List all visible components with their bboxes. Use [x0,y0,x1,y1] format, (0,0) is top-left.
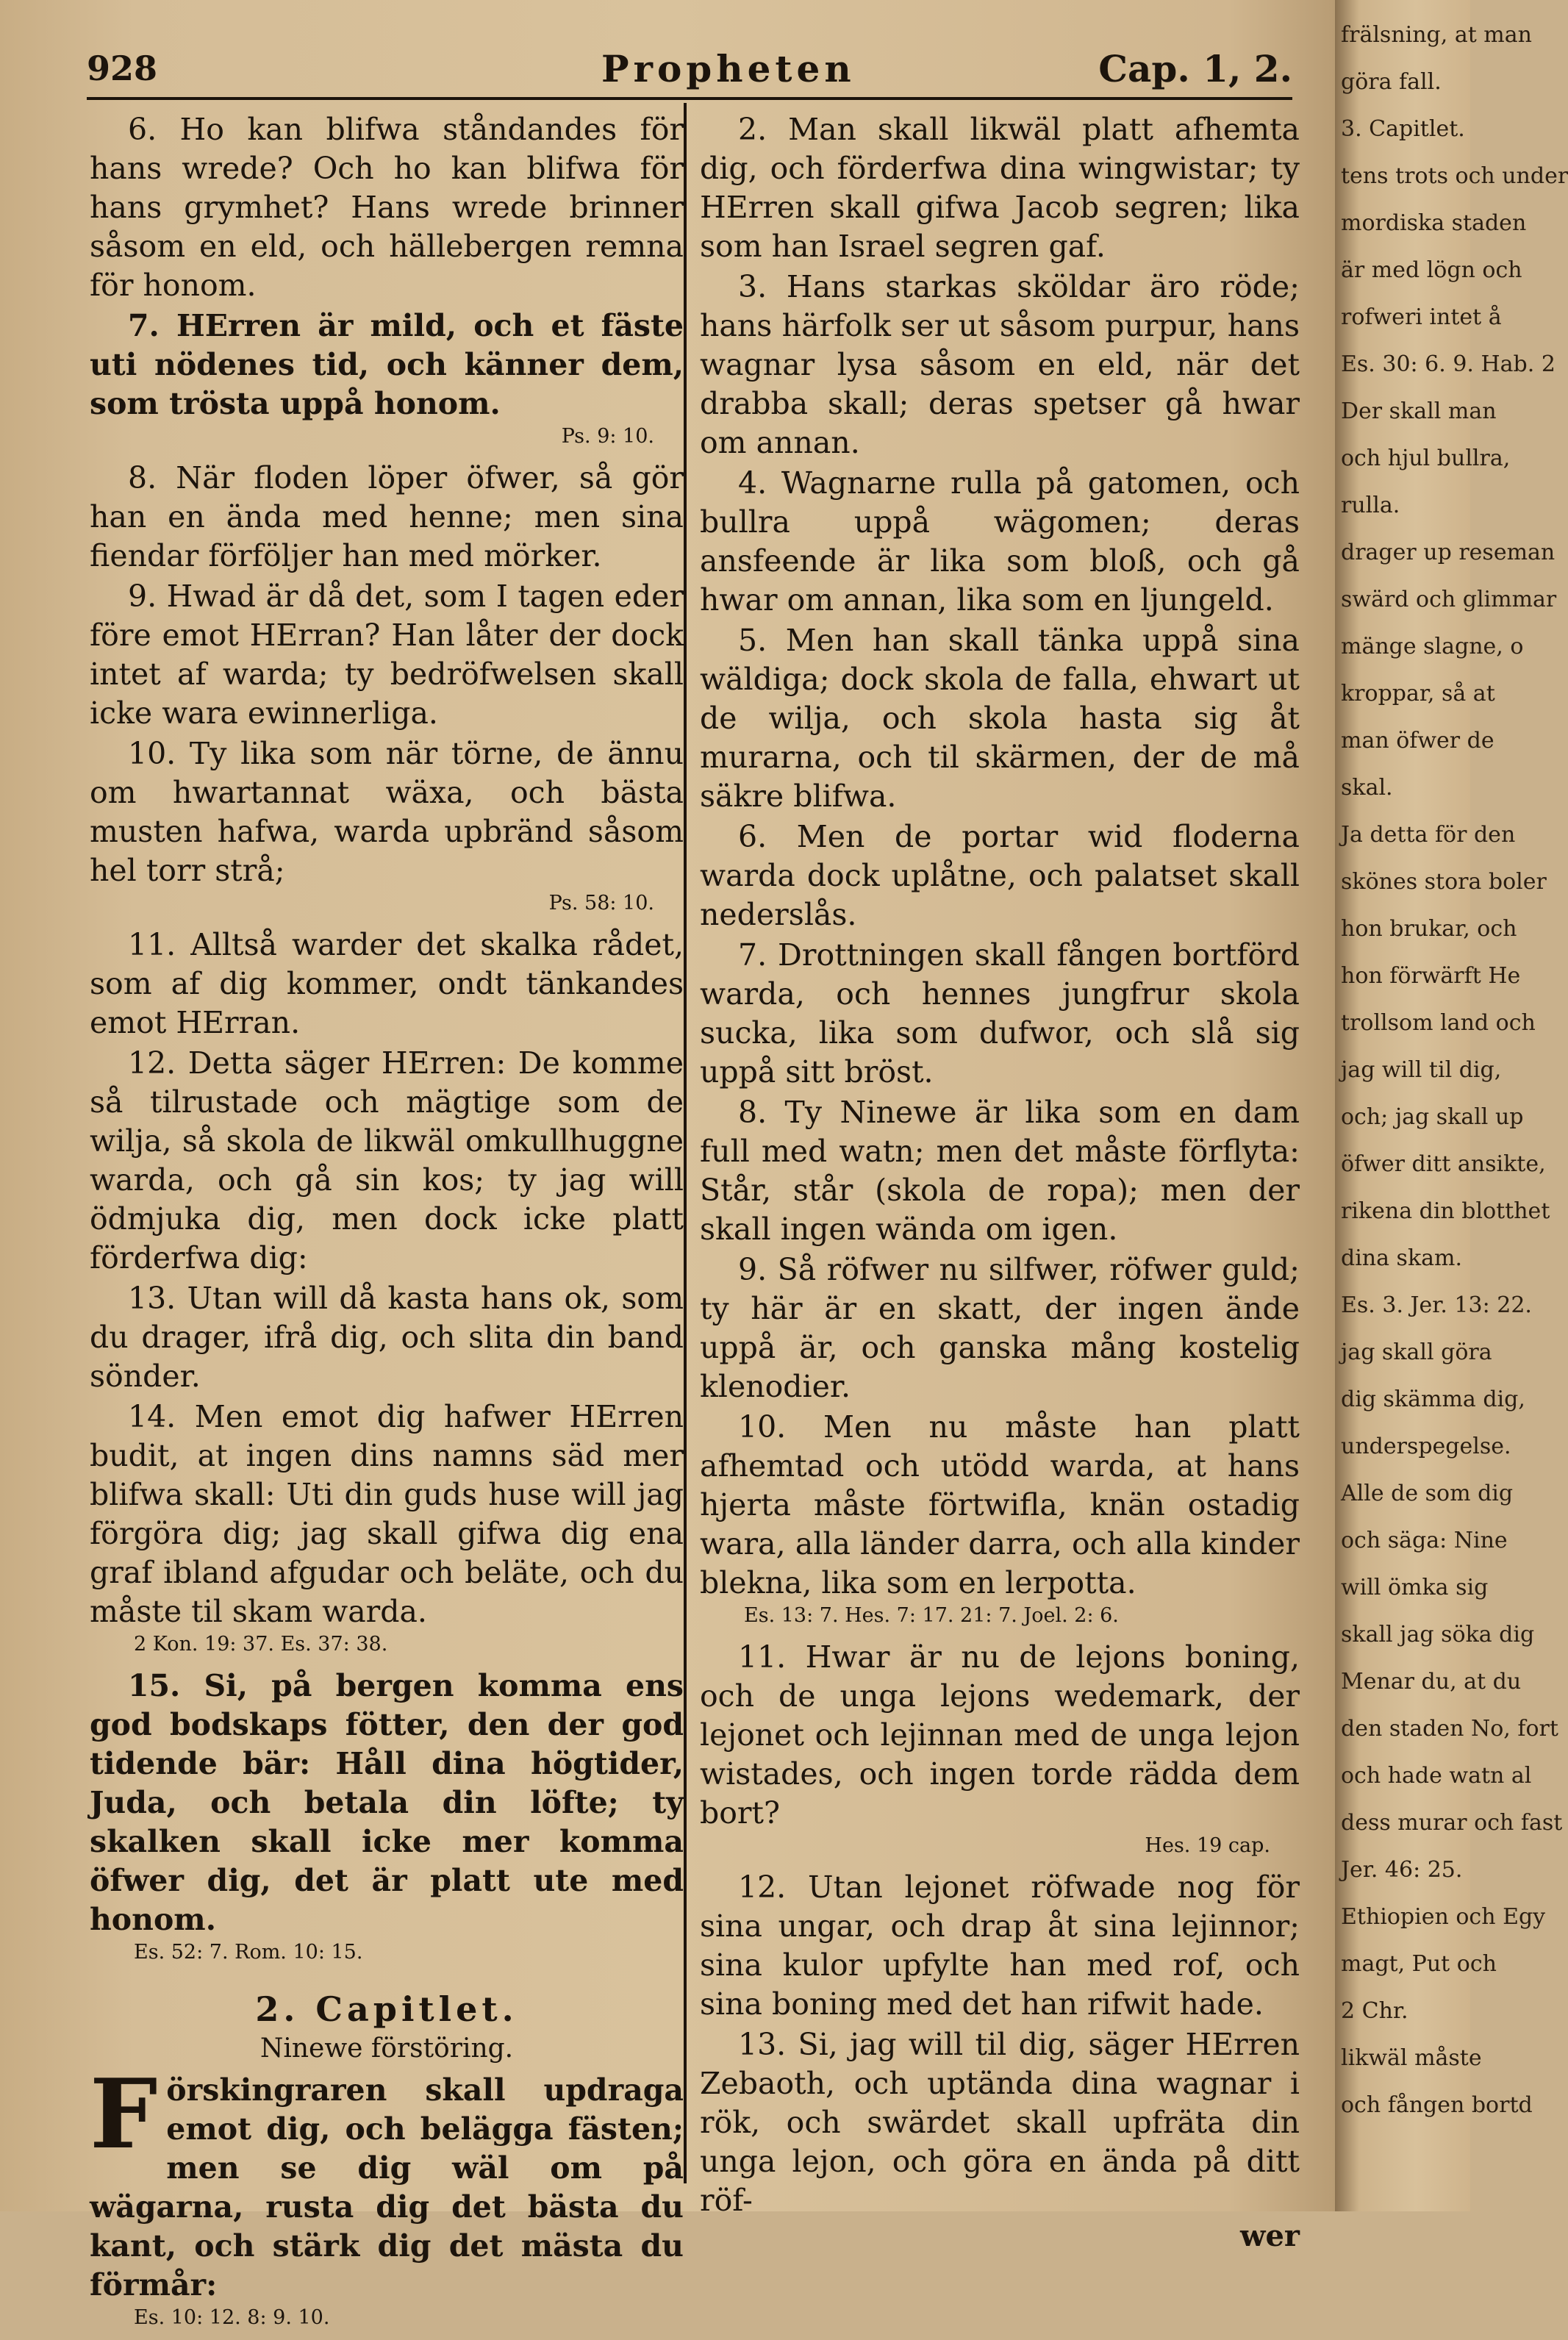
verse: 9. Hwad är då det, som I tagen eder före emot HErran? Han låter der dock intet af warda; ty bedröfwelsen skall icke wara ewinnerliga. [90,579,684,731]
adjacent-page-line: öfwer ditt ansikte, [1341,1151,1546,1177]
adjacent-page-line: Ethiopien och Egy [1341,1904,1546,1930]
verse: 15. Si, på bergen komma ens god bodskaps fötter, den der god tidende bär: Håll dina högtider, Juda, och betala din löfte; ty skalken skall icke mer komma öfwer dig, det är platt ute med honom. [90,1668,684,1937]
adjacent-page-line: mänge slagne, o [1341,634,1524,659]
verse [90,2058,684,2305]
cross-reference: Es. 13: 7. Hes. 7: 17. 21: 7. Joel. 2: 6. [744,1604,1119,1627]
adjacent-page-strip [1335,0,1568,2211]
adjacent-page-line: göra fall. [1341,69,1442,95]
verse: 5. Men han skall tänka uppå sina wäldiga; dock skola de falla, ehwart ut de wilja, och skola hasta sig åt murarna, och til skärmen, der de må säkre blifwa. [700,623,1300,814]
verse: 7. Drottningen skall fången bortförd warda, och hennes jungfrur skola sucka, lika som dufwor, och slå sig uppå sitt bröst. [700,937,1300,1090]
adjacent-page-line: skall jag söka dig [1341,1622,1535,1647]
adjacent-page-line: jag will til dig, [1341,1057,1502,1083]
adjacent-page-line: tens trots och under [1341,163,1568,189]
chapter-reference: Cap. 1, 2. [1098,47,1292,90]
chapter-summary: Ninewe förstöring. [259,2033,514,2064]
adjacent-page-line: jag skall göra [1341,1339,1492,1365]
adjacent-page-line: den staden No, fort [1341,1716,1558,1742]
page-header [87,43,1292,94]
cross-reference: Ps. 9: 10. [561,425,654,448]
adjacent-page-line: Alle de som dig [1341,1481,1514,1506]
adjacent-page-line: swärd och glimmar [1341,587,1557,612]
adjacent-page-line: och; jag skall up [1341,1104,1524,1130]
verse: 6. Men de portar wid floderna warda dock uplåtne, och palatset skall nederslås. [700,819,1300,932]
verse: 14. Men emot dig hafwer HErren budit, at ingen dins namns säd mer blifwa skall: Uti din guds huse will jag förgöra dig; jag skall gifwa dig ena graf ibland afgudar och beläte, och du måste til skam warda. [90,1399,684,1629]
adjacent-page-line: skönes stora boler [1341,869,1547,895]
verse: 8. Ty Ninewe är lika som en dam full med watn; men det måste förflyta: Står, står (skola de ropa); men der skall ingen wända om igen. [700,1095,1300,1247]
drop-cap: F [90,2058,158,2170]
verse-text: örskingraren skall updraga emot dig, och belägga fästen; men se dig wäl om på wägarna, rusta dig det bästa du kant, och stärk dig det mästa du förmår: [90,2072,684,2303]
adjacent-page-line: Jer. 46: 25. [1341,1857,1463,1883]
adjacent-page-line: och säga: Nine [1341,1528,1508,1553]
adjacent-page-line: skal. [1341,775,1393,801]
cross-reference: Es. 52: 7. Rom. 10: 15. [134,1941,363,1964]
adjacent-page-line: Es. 30: 6. 9. Hab. 2 [1341,351,1556,377]
adjacent-page-line: Es. 3. Jer. 13: 22. [1341,1292,1532,1318]
adjacent-page-line: magt, Put och [1341,1951,1497,1977]
chapter-heading: 2. Capitlet. [255,1989,518,2029]
adjacent-page-line: mordiska staden [1341,210,1527,236]
verse: 12. Utan lejonet röfwade nog för sina ungar, och drap åt sina lejinnor; sina kulor upfylte han med rof, och sina boning med det han rifwit hade. [700,1870,1300,2022]
adjacent-page-line: Menar du, at du [1341,1669,1522,1695]
adjacent-page-line: Der skall man [1341,398,1497,424]
adjacent-page-line: underspegelse. [1341,1434,1511,1459]
verse: 13. Si, jag will til dig, säger HErren Zebaoth, och uptända dina wagnar i rök, och swärdet skall upfräta din unga lejon, och göra en ända på ditt röf- [700,2027,1300,2218]
adjacent-page-line: hon förwärft He [1341,963,1521,989]
adjacent-page-line: rulla. [1341,493,1400,518]
verse: 9. Så röfwer nu silfwer, röfwer guld; ty här är en skatt, der ingen ände uppå är, och ganska mång kostelig klenodier. [700,1252,1300,1404]
verse: 12. Detta säger HErren: De komme så tilrustade och mägtige som de wilja, så skola de likwäl omkullhuggne warda, och gå sin kos; ty jag will ödmjuka dig, men dock icke platt förderfwa dig: [90,1045,684,1275]
cross-reference: 2 Kon. 19: 37. Es. 37: 38. [134,1633,388,1656]
adjacent-page-line: är med lögn och [1341,257,1522,283]
adjacent-page-line: drager up reseman [1341,540,1556,565]
adjacent-page-line: dina skam. [1341,1245,1462,1271]
adjacent-page-line: dig skämma dig, [1341,1387,1525,1412]
adjacent-page-line: dess murar och fast [1341,1810,1563,1836]
adjacent-page-line: och hade watn al [1341,1763,1532,1789]
adjacent-page-line: rofweri intet å [1341,304,1502,330]
page-number: 928 [87,49,158,88]
adjacent-page-line: man öfwer de [1341,728,1494,754]
adjacent-page-line: och hjul bullra, [1341,446,1511,471]
verse: 11. Hwar är nu de lejons boning, och de unga lejons wedemark, der lejonet och lejinnan med de unga lejon wistades, och ingen torde rädda dem bort? [700,1639,1300,1831]
verse: 6. Ho kan blifwa ståndandes för hans wrede? Och ho kan blifwa för hans grymhet? Hans wrede brinner såsom en eld, och hällebergen remna för honom. [90,112,684,303]
verse: 10. Men nu måste han platt afhemtad och utödd warda, at hans hjerta måste förtwifla, knän ostadig wara, alla länder darra, och alla kinder blekna, lika som en lerpotta. [700,1409,1300,1600]
catchword: wer [1240,2219,1300,2253]
adjacent-page-line: 2 Chr. [1341,1998,1408,2024]
verse: 13. Utan will då kasta hans ok, som du drager, ifrå dig, och slita din band sönder. [90,1281,684,1394]
verse: 8. När floden löper öfwer, så gör han en ända med henne; men sina fiendar förföljer han med mörker. [90,460,684,573]
cross-reference: Hes. 19 cap. [1145,1834,1270,1857]
verse: 4. Wagnarne rulla på gatomen, och bullra uppå wägomen; deras ansfeende är lika som bloß, och gå hwar om annan, lika som en ljungeld. [700,465,1300,618]
adjacent-page-line: och fången bortd [1341,2092,1533,2118]
left-column [90,110,684,2340]
adjacent-page-line: will ömka sig [1341,1575,1489,1600]
column-divider [684,103,687,2183]
verse: 7. HErren är mild, och et fäste uti nödenes tid, och känner dem, som trösta uppå honom. [90,308,684,421]
cross-reference: Ps. 58: 10. [548,892,654,915]
adjacent-page-line: trollsom land och [1341,1010,1536,1036]
right-column [700,110,1300,2251]
verse: 2. Man skall likwäl platt afhemta dig, och förderfwa dina wingwistar; ty HErren skall gifwa Jacob segren; lika som han Israel segren gaf. [700,112,1300,264]
adjacent-page-line: 3. Capitlet. [1341,116,1465,142]
adjacent-page-line: Ja detta för den [1341,822,1516,848]
adjacent-page-line: hon brukar, och [1341,916,1517,942]
verse: 10. Ty lika som när törne, de ännu om hwartannat wäxa, och bästa musten hafwa, warda upbränd såsom hel torr strå; [90,736,684,888]
adjacent-page-line: likwäl måste [1341,2045,1482,2071]
verse: 3. Hans starkas sköldar äro röde; hans härfolk ser ut såsom purpur, hans wagnar lysa såsom en eld, när det drabba skall; deras spetser gå hwar om annan. [700,269,1300,460]
adjacent-page-line: frälsning, at man [1341,22,1532,48]
cross-reference: Es. 10: 12. 8: 9. 10. [134,2306,330,2329]
adjacent-page-line: rikena din blotthet [1341,1198,1550,1224]
verse: 11. Alltså warder det skalka rådet, som af dig kommer, ondt tänkandes emot HErran. [90,927,684,1040]
adjacent-page-line: kroppar, så at [1341,681,1495,706]
running-title: Propheten [601,47,856,90]
header-rule [87,97,1292,100]
